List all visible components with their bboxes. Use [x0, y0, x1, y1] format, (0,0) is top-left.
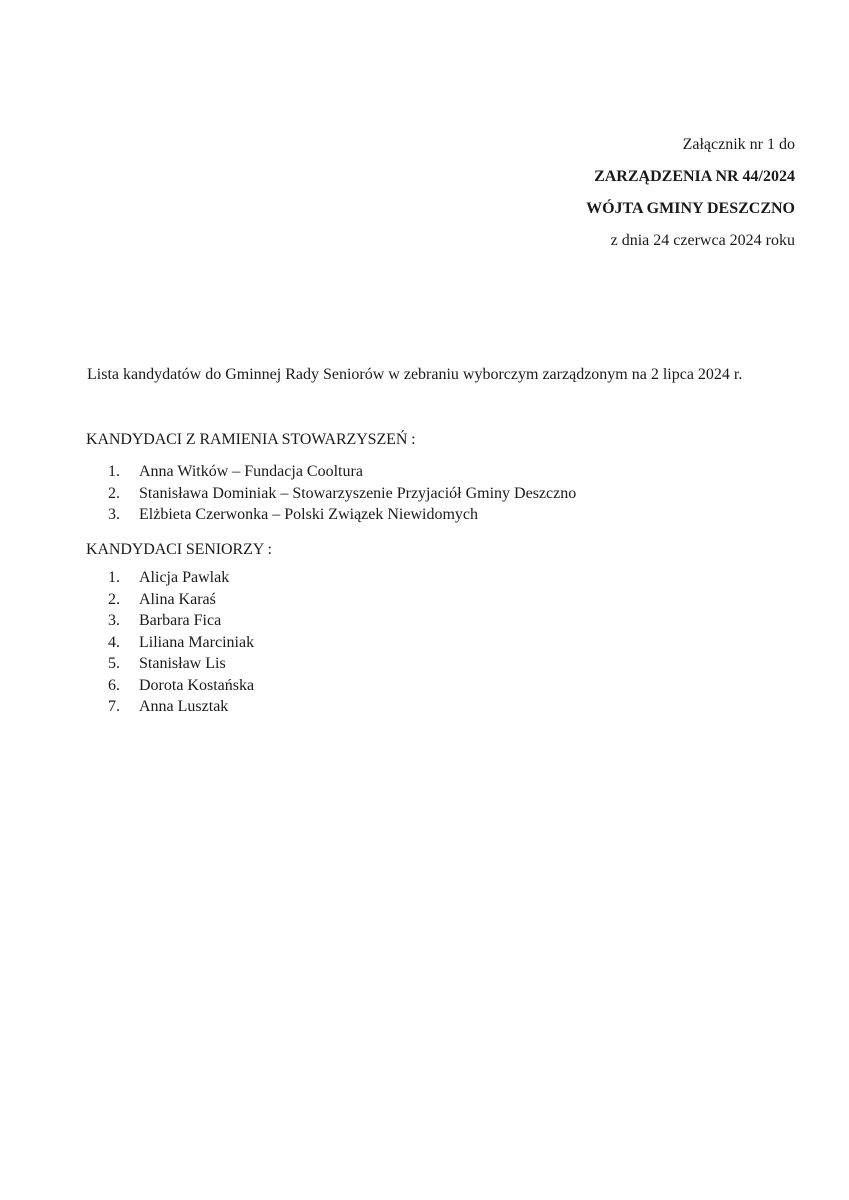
- attachment-label: Załącznik nr 1 do: [682, 136, 795, 153]
- list-item: [108, 504, 576, 526]
- seniors-heading: KANDYDACI SENIORZY :: [86, 541, 272, 558]
- item-text: Stanisława Dominiak – Stowarzyszenie Przyjaciół Gminy Deszczno: [139, 484, 577, 502]
- item-number: 2.: [108, 590, 120, 608]
- item-number: 4.: [108, 633, 120, 651]
- associations-list: [108, 461, 576, 526]
- list-item: [108, 483, 576, 505]
- seniors-list: [108, 567, 254, 718]
- item-text: Alina Karaś: [139, 590, 216, 608]
- item-text: Stanisław Lis: [139, 655, 226, 672]
- item-number: 1.: [108, 463, 120, 480]
- item-text: Barbara Fica: [139, 612, 222, 629]
- item-text: Anna Lusztak: [139, 698, 229, 715]
- list-item: [108, 675, 254, 697]
- order-number: ZARZĄDZENIA NR 44/2024: [594, 168, 795, 185]
- item-number: 2.: [108, 484, 120, 502]
- item-text: Anna Witków – Fundacja Cooltura: [139, 463, 363, 480]
- item-text: Alicja Pawlak: [139, 569, 230, 586]
- item-number: 5.: [108, 655, 120, 672]
- list-item: [108, 567, 254, 589]
- intro-text: Lista kandydatów do Gminnej Rady Seniorów w zebraniu wyborczym zarządzonym na 2 lipca 2024 r.: [87, 366, 743, 383]
- issuer: WÓJTA GMINY DESZCZNO: [586, 200, 795, 217]
- list-item: [108, 610, 254, 632]
- list-item: [108, 589, 254, 611]
- associations-heading: KANDYDACI Z RAMIENIA STOWARZYSZEŃ :: [86, 431, 416, 448]
- item-number: 3.: [108, 506, 120, 523]
- item-text: Liliana Marciniak: [139, 633, 255, 651]
- item-number: 6.: [108, 676, 120, 694]
- list-item: [108, 632, 254, 654]
- item-number: 3.: [108, 612, 120, 629]
- item-text: Elżbieta Czerwonka – Polski Związek Niewidomych: [139, 506, 479, 523]
- item-text: Dorota Kostańska: [139, 676, 255, 694]
- item-number: 7.: [108, 698, 120, 715]
- list-item: [108, 653, 254, 675]
- document-header: [586, 133, 795, 261]
- order-date: z dnia 24 czerwca 2024 roku: [610, 232, 795, 249]
- list-item: [108, 461, 576, 483]
- item-number: 1.: [108, 569, 120, 586]
- list-item: [108, 696, 254, 718]
